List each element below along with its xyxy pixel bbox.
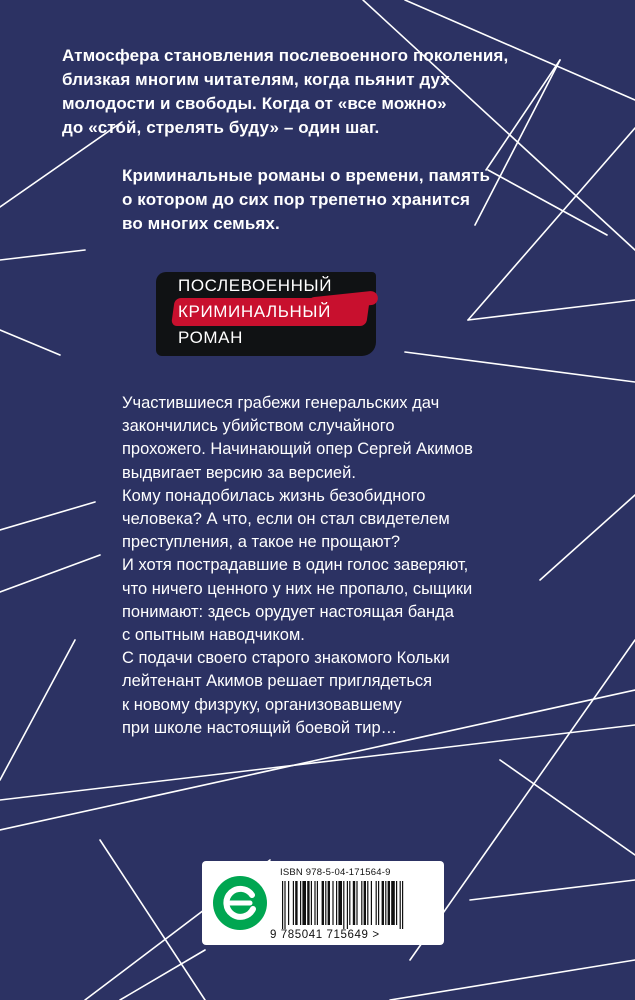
book-description [122,392,473,740]
barcode-digits: 9 785041 715649 > [270,929,380,941]
barcode-bar [378,881,379,925]
description-line: выдвигает версию за версией. [122,463,356,482]
barcode-bar [349,881,350,925]
description-line: что ничего ценного у них не пропало, сыщики [122,579,473,598]
barcode-bar [328,881,330,925]
intro-line: до «стой, стрелять буду» – один шаг. [62,118,380,137]
description-line: закончились убийством случайного [122,417,395,436]
barcode-bar [282,881,283,929]
barcode-bar [336,881,337,925]
barcode-bar [332,881,333,925]
description-line: прохожего. Начинающий опер Сергей Акимов [122,440,473,459]
description-line: лейтенант Акимов решает приглядеться [122,672,433,691]
intro-paragraph-2 [122,164,490,236]
series-label-line-2: КРИМИНАЛЬНЫЙ [178,302,331,321]
barcode-bar [295,881,297,925]
isbn-number: ISBN 978-5-04-171564-9 [280,867,391,878]
series-badge [148,268,388,358]
barcode-bar [347,881,348,929]
barcode-bar [311,881,312,925]
intro-line: о котором до сих пор трепетно хранится [122,190,471,209]
barcode-bar [314,881,315,925]
barcode-bar [338,881,342,925]
description-line: Кому понадобилась жизнь безобидного [122,486,426,505]
intro-paragraph-1 [62,44,508,140]
barcode-bar [361,881,362,925]
description-line: понимают: здесь орудует настоящая банда [122,602,454,621]
barcode-bar [382,881,384,925]
series-label-line-3: РОМАН [178,328,243,347]
description-line: С подачи своего старого знакомого Кольки [122,649,450,668]
barcode-bar [400,881,401,929]
barcode-bar [376,881,377,925]
intro-line: близкая многим читателям, когда пьянит дух [62,70,450,89]
barcode-bar [385,881,386,925]
barcode-bar [317,881,318,925]
barcode-bar [367,881,368,925]
description-line: к новому физруку, организовавшему [122,695,402,714]
intro-line: Атмосфера становления послевоенного поколения, [62,46,509,65]
barcode-bar [300,881,301,925]
description-line: преступления, а такое не прощают? [122,533,401,552]
barcode-bar [325,881,326,925]
barcode-bar [284,881,285,929]
barcode-bar [302,881,306,925]
intro-line: во многих семьях. [122,214,280,233]
barcode-bar [343,881,344,929]
description-line: при школе настоящий боевой тир… [122,718,398,737]
barcode-bar [371,881,372,925]
intro-line: молодости и свободы. Когда от «все можно» [62,94,447,113]
barcode-bar [288,881,289,925]
description-line: с опытным наводчиком. [122,626,305,645]
barcode-bar [353,881,355,925]
barcode-bar [396,881,397,925]
intro-line: Криминальные романы о времени, память [122,166,491,185]
description-line: человека? А что, если он стал свидетелем [122,510,450,529]
description-line: И хотя пострадавшие в один голос заверяют, [122,556,469,575]
barcode-bar [364,881,366,925]
barcode-bar [307,881,309,925]
barcode-bar [391,881,395,925]
barcode-bar [388,881,390,925]
eksmo-logo-icon [212,875,268,931]
series-label-line-1: ПОСЛЕВОЕННЫЙ [178,276,333,295]
barcode-bar [293,881,294,925]
barcode-bar [402,881,403,929]
description-line: Участившиеся грабежи генеральских дач [122,394,440,412]
barcode-bar [356,881,357,925]
barcode-bar [322,881,324,925]
isbn-barcode-panel [202,861,444,945]
barcode [282,881,432,929]
